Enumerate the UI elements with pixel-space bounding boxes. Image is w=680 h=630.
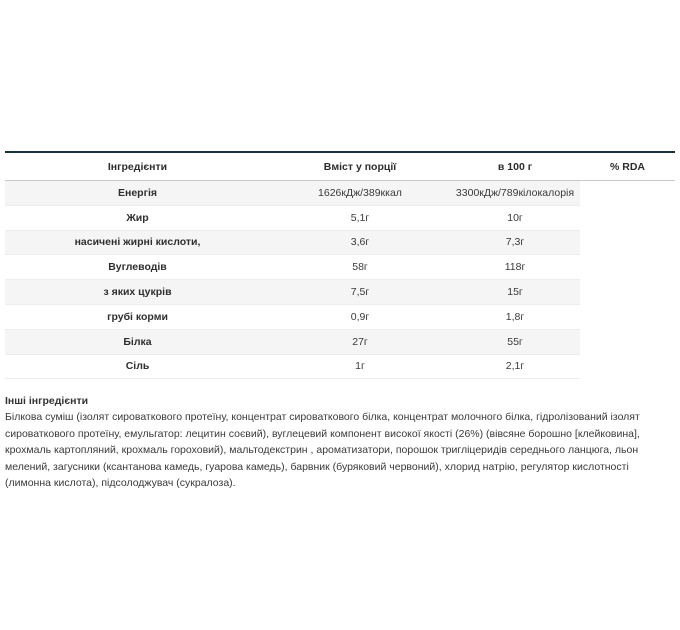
row-name: грубі корми <box>5 305 270 330</box>
table-row <box>5 255 675 280</box>
row-per-serving: 3,6г <box>270 231 450 256</box>
row-name: Енергія <box>5 181 270 206</box>
row-name: з яких цукрів <box>5 280 270 305</box>
row-per-100g: 1,8г <box>450 305 580 330</box>
table-row <box>5 206 675 231</box>
row-per-100g: 10г <box>450 206 580 231</box>
row-per-serving: 0,9г <box>270 305 450 330</box>
other-ingredients-title: Інші інгредієнти <box>5 395 89 407</box>
row-per-serving: 27г <box>270 330 450 355</box>
row-name: Вуглеводів <box>5 255 270 280</box>
header-per-100g: в 100 г <box>497 160 533 173</box>
row-per-serving: 5,1г <box>270 206 450 231</box>
row-per-100g: 7,3г <box>450 231 580 256</box>
table-row <box>5 181 675 206</box>
row-per-100g: 15г <box>450 280 580 305</box>
row-per-serving: 58г <box>270 255 450 280</box>
table-header-row <box>5 153 675 181</box>
row-name: Сіль <box>5 355 270 380</box>
table-row <box>5 355 675 380</box>
row-name: Білка <box>5 330 270 355</box>
table-row <box>5 280 675 305</box>
header-per-serving: Вміст у порції <box>323 160 397 173</box>
row-per-serving: 1626кДж/389ккал <box>270 181 450 206</box>
row-per-100g: 3300кДж/789кілокалорія <box>450 181 580 206</box>
table-row <box>5 231 675 256</box>
row-name: насичені жирні кислоти, <box>5 231 270 256</box>
row-per-100g: 118г <box>450 255 580 280</box>
other-ingredients-text: Білкова суміш (ізолят сироваткового протеїну, концентрат сироваткового білка, концентрат молочного білка, гідролізований ізолят сироваткового протеїну, емульгатор: лецитин соєвий), вуглецевий компонент високої якості (26%) (вівсяне борошно [клейковина], крохмаль картопляний, крохмаль гороховий), мальтодекстрин , ароматизатори, порошок тригліцеридів середнього ланцюга, льон мелений, загусники (ксантанова камедь, гуарова камедь), барвник (буряковий червоний), хлорид натрію, регулятор кислотності (лимонна кислота), підсолоджувач (сукралоза). <box>5 411 640 490</box>
row-per-serving: 1г <box>270 355 450 380</box>
row-name: Жир <box>5 206 270 231</box>
table-row <box>5 305 675 330</box>
other-ingredients-section <box>5 393 670 491</box>
table-row <box>5 330 675 355</box>
row-per-100g: 55г <box>450 330 580 355</box>
row-per-100g: 2,1г <box>450 355 580 380</box>
row-per-serving: 7,5г <box>270 280 450 305</box>
header-rda: % RDA <box>609 160 645 173</box>
nutrition-table <box>5 151 675 379</box>
header-ingredient: Інгредієнти <box>107 160 168 173</box>
